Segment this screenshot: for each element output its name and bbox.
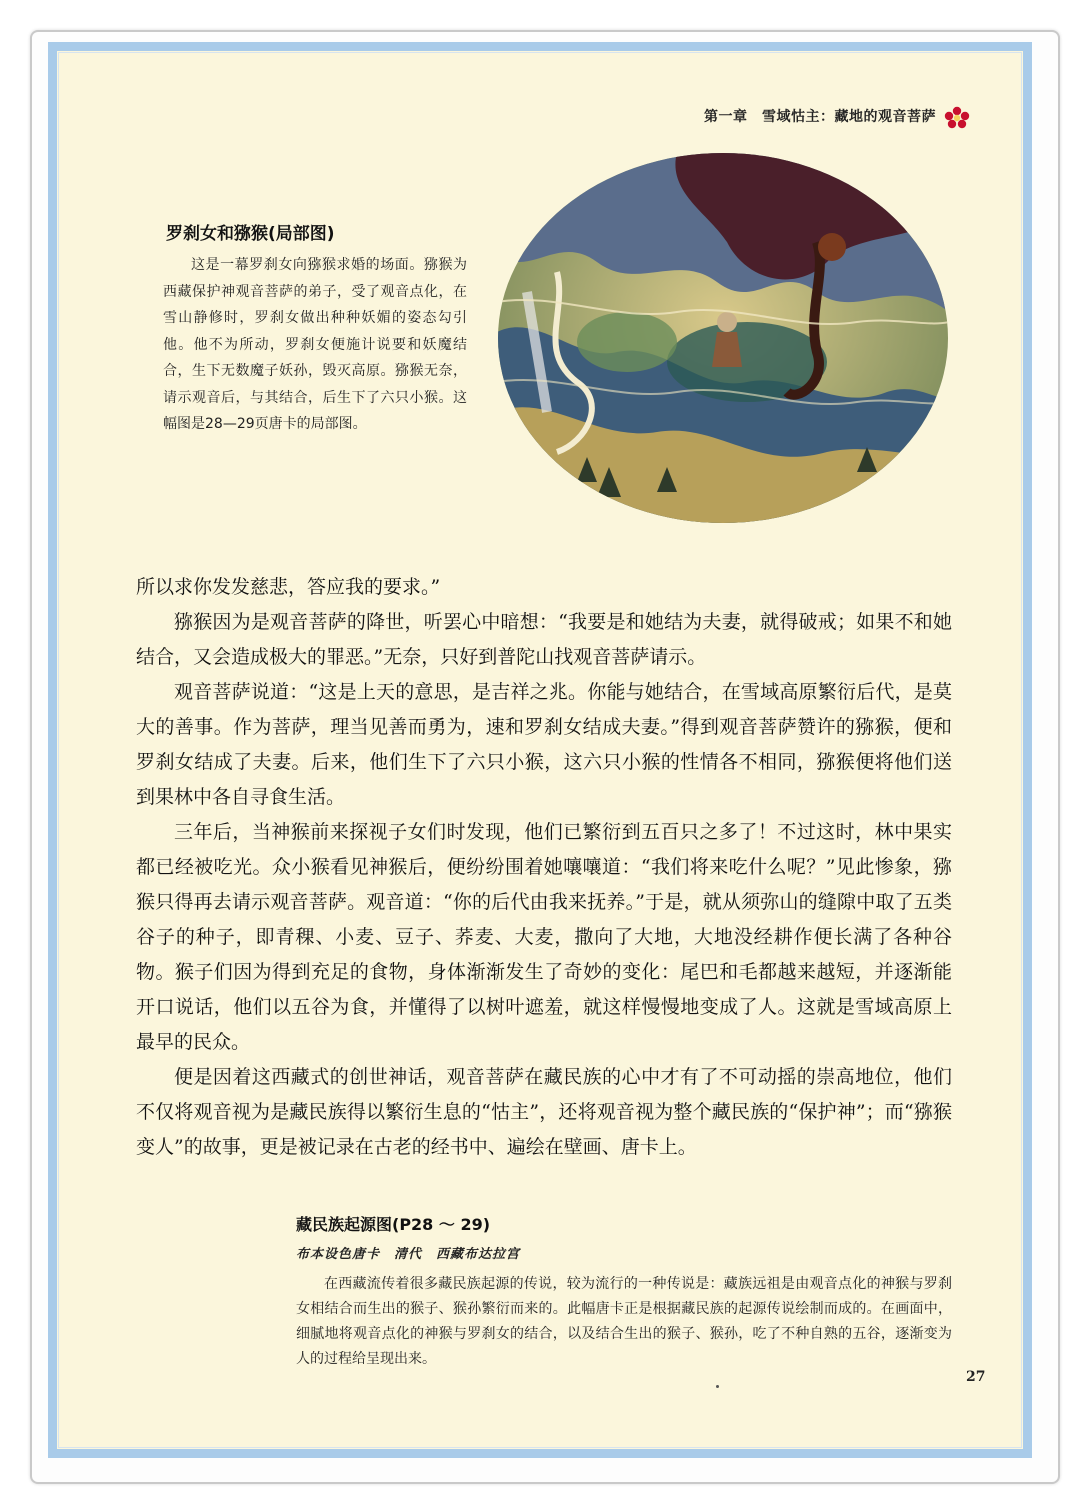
paragraph: 观音菩萨说道：“这是上天的意思，是吉祥之兆。你能与她结合，在雪域高原繁衍后代，是莫大的善事。作为菩萨，理当见善而勇为，速和罗刹女结成夫妻。”得到观音菩萨赞许的猕猴，便和罗刹女结成了夫妻。后来，他们生下了六只小猴，这六只小猴的性情各不相同，猕猴便将他们送到果林中各自寻食生活。	[136, 681, 952, 808]
paragraph: 便是因着这西藏式的创世神话，观音菩萨在藏民族的心中才有了不可动摇的崇高地位，他们不仅将观音视为是藏民族得以繁衍生息的“怙主”，还将观音视为整个藏民族的“保护神”；而“猕猴变人”的故事，更是被记录在古老的经书中、遍绘在壁画、唐卡上。	[136, 1066, 952, 1158]
paragraph: 三年后，当神猴前来探视子女们时发现，他们已繁衍到五百只之多了！不过这时，林中果实都已经被吃光。众小猴看见神猴后，便纷纷围着她嚷嚷道：“我们将来吃什么呢？”见此惨象，猕猴只得再去请示观音菩萨。观音道：“你的后代由我来抚养。”于是，就从须弥山的缝隙中取了五类谷子的种子，即青稞、小麦、豆子、荞麦、大麦，撒向了大地，大地没经耕作便长满了各种谷物。猴子们因为得到充足的食物，身体渐渐发生了奇妙的变化：尾巴和毛都越来越短，并逐渐能开口说话，他们以五谷为食，并懂得了以树叶遮羞，就这样慢慢地变成了人。这就是雪域高原上最早的民众。	[136, 821, 952, 1053]
figure-meta: 布本设色唐卡 清代 西藏布达拉宫	[296, 1247, 521, 1262]
figure-caption: 在西藏流传着很多藏民族起源的传说，较为流行的一种传说是：藏族远祖是由观音点化的神猴与罗刹女相结合而生出的猴子、猴孙繁衍而来的。此幅唐卡正是根据藏民族的起源传说绘制而成的。在画面中，细腻地将观音点化的神猴与罗刹女的结合，以及结合生出的猴子、猴孙，吃了不种自熟的五谷，逐渐变为人的过程给呈现出来。	[296, 1276, 952, 1367]
paragraph: 所以求你发发慈悲，答应我的要求。”	[136, 576, 441, 598]
decorative-dot	[716, 1385, 719, 1388]
caption-title: 罗刹女和猕猴(局部图)	[166, 224, 335, 244]
caption-body: 这是一幕罗刹女向猕猴求婚的场面。猕猴为西藏保护神观音菩萨的弟子，受了观音点化，在雪山静修时，罗刹女做出种种妖媚的姿态勾引他。他不为所动，罗刹女便施计说要和妖魔结合，生下无数魔子妖孙，毁灭高原。猕猴无奈，请示观音后，与其结合，后生下了六只小猴。这幅图是28—29页唐卡的局部图。	[163, 257, 467, 432]
main-text	[136, 570, 952, 1165]
figure-title: 藏民族起源图(P28 ～ 29)	[296, 1215, 491, 1234]
paragraph: 猕猴因为是观音菩萨的降世，听罢心中暗想：“我要是和她结为夫妻，就得破戒；如果不和她结合，又会造成极大的罪恶。”无奈，只好到普陀山找观音菩萨请示。	[136, 611, 952, 668]
flower-icon	[943, 106, 971, 130]
running-head: 第一章 雪域怙主：藏地的观音菩萨	[704, 109, 936, 125]
page-number: 27	[966, 1369, 986, 1385]
thangka-detail-image	[497, 152, 949, 524]
